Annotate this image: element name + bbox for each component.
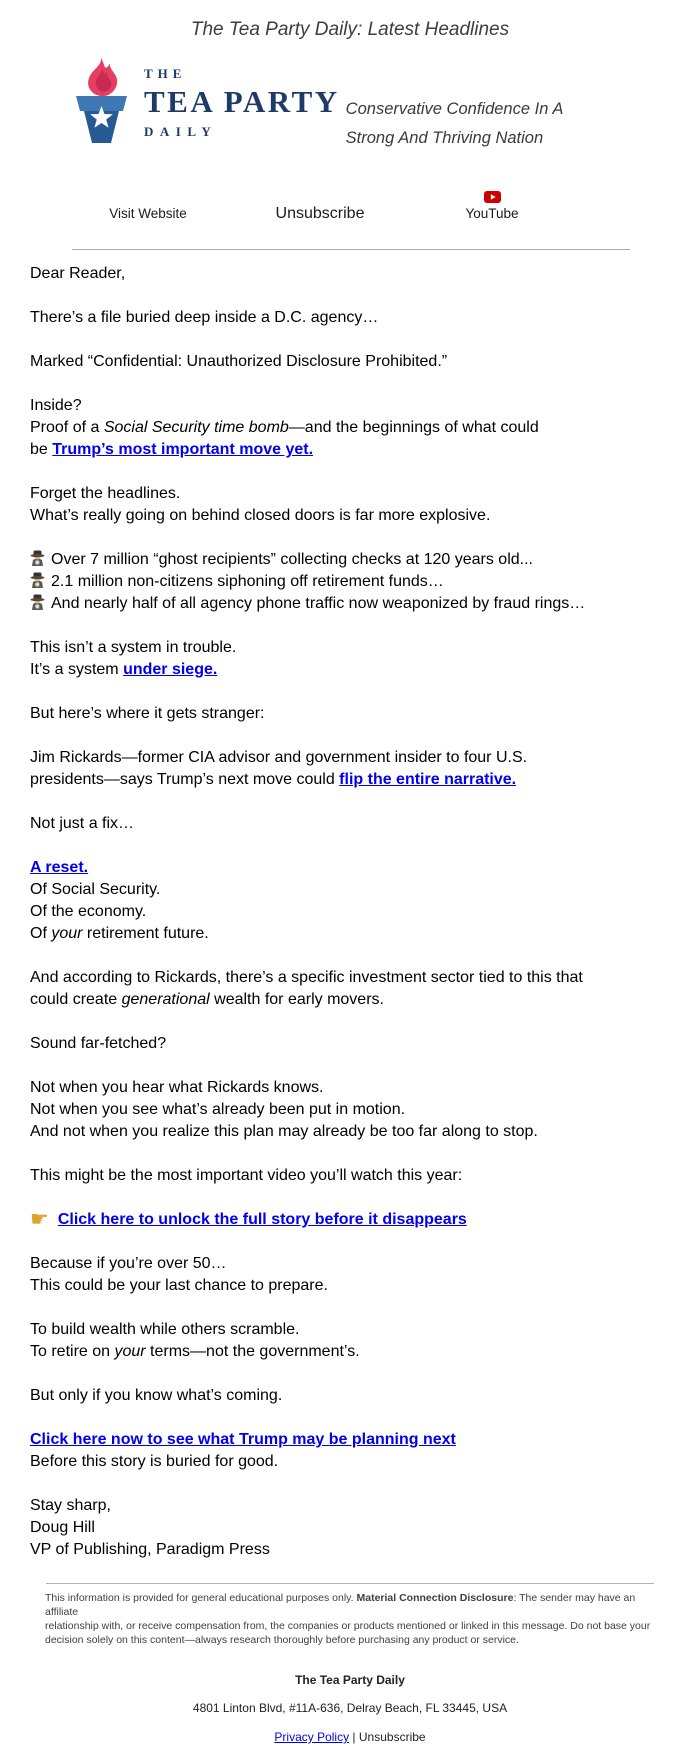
material-connection-disclosure: Material Connection Disclosure	[356, 1592, 514, 1604]
signature: Stay sharp, Doug Hill VP of Publishing, Paradigm Press	[30, 1497, 270, 1558]
paragraph-video: This might be the most important video you’ll watch this year:	[30, 1167, 463, 1184]
header-nav	[62, 190, 700, 223]
bullet-list	[30, 549, 630, 615]
logo-tea-party: TEA PARTY	[144, 84, 340, 119]
brand-tagline	[346, 95, 564, 156]
torch-logo-icon	[68, 55, 135, 156]
footer-links-separator: |	[349, 1730, 359, 1744]
paragraph-notwhen: Not when you hear what Rickards knows. Not when you see what’s already been put in motion. And not when you realize this plan may already be too far along to stop.	[30, 1079, 538, 1140]
detective-icon	[30, 594, 45, 610]
footer-links	[0, 1730, 700, 1744]
nav-unsubscribe[interactable]	[234, 205, 406, 223]
bullet-non-citizens: 2.1 million non-citizens siphoning off retirement funds…	[51, 573, 444, 590]
flip-narrative-link[interactable]: flip the entire narrative.	[339, 771, 517, 788]
footer-brand-name: The Tea Party Daily	[295, 1673, 405, 1687]
paragraph-stranger: But here’s where it gets stranger:	[30, 705, 265, 722]
paragraph-planning: Click here now to see what Trump may be planning next Before this story is buried for good.	[30, 1431, 456, 1470]
detective-icon	[30, 550, 45, 566]
email-body	[0, 250, 700, 1561]
paragraph-marked: Marked “Confidential: Unauthorized Disclosure Prohibited.”	[30, 353, 448, 370]
pointing-finger-icon: ☛	[30, 1208, 49, 1231]
paragraph-build: To build wealth while others scramble. To retire on your terms—not the government’s.	[30, 1321, 360, 1360]
nav-visit-website[interactable]	[62, 205, 234, 223]
paragraph-over50: Because if you’re over 50… This could be your last chance to prepare.	[30, 1255, 328, 1294]
visit-website-link[interactable]: Visit Website	[109, 206, 187, 221]
logo-wordmark	[144, 66, 340, 156]
bullet-ghost-recipients: Over 7 million “ghost recipients” collecting checks at 120 years old...	[51, 551, 533, 568]
paragraph-file: There’s a file buried deep inside a D.C. agency…	[30, 309, 379, 326]
paragraph-sector: And according to Rickards, there’s a specific investment sector tied to this that could create generational wealth for early movers.	[30, 969, 583, 1008]
paragraph-forget: Forget the headlines. What’s really going on behind closed doors is far more explosive.	[30, 485, 491, 524]
brand-header	[68, 55, 700, 156]
nav-youtube[interactable]	[406, 190, 578, 223]
paragraph-unlock	[30, 1209, 630, 1231]
trump-planning-link[interactable]: Click here now to see what Trump may be planning next	[30, 1431, 456, 1448]
signature-name: Doug Hill	[30, 1519, 95, 1536]
signature-title: VP of Publishing, Paradigm Press	[30, 1541, 270, 1558]
logo-daily: DAILY	[144, 124, 218, 139]
detective-icon	[30, 572, 45, 588]
logo-the: THE	[144, 66, 187, 81]
footer-disclaimer: This information is provided for general educational purposes only. Material Connection Disclosure: The sender may have an affiliate relationship with, or receive compensation from, the companies or products mentioned or linked in this message. Do not base your decision solely on this content—always research thoroughly before purchasing any product or service.	[45, 1592, 651, 1646]
paragraph-rickards: Jim Rickards—former CIA advisor and government insider to four U.S. presidents—says Trump’s next move could flip the entire narrative.	[30, 749, 528, 788]
footer-divider	[46, 1583, 654, 1584]
paragraph-inside: Inside? Proof of a Social Security time bomb—and the beginnings of what could be Trump’s most important move yet.	[30, 397, 539, 458]
unsubscribe-link[interactable]: Unsubscribe	[275, 205, 365, 222]
bullet-phone-traffic: And nearly half of all agency phone traffic now weaponized by fraud rings…	[51, 595, 586, 612]
footer-unsubscribe-link[interactable]: Unsubscribe	[358, 1730, 426, 1744]
paragraph-siege: This isn’t a system in trouble. It’s a system under siege.	[30, 639, 237, 678]
preheader-title: The Tea Party Daily: Latest Headlines	[190, 19, 510, 40]
under-siege-link[interactable]: under siege.	[123, 661, 218, 678]
paragraph-reset: A reset. Of Social Security. Of the economy. Of your retirement future.	[30, 859, 209, 942]
paragraph-farfetched: Sound far-fetched?	[30, 1035, 167, 1052]
paragraph-coming: But only if you know what’s coming.	[30, 1387, 283, 1404]
tagline-line-1: Conservative Confidence In A	[345, 100, 564, 118]
unlock-story-link[interactable]: Click here to unlock the full story before it disappears	[57, 1211, 467, 1228]
paragraph-fix: Not just a fix…	[30, 815, 135, 832]
greeting: Dear Reader,	[30, 265, 126, 282]
footer-address: 4801 Linton Blvd, #11A-636, Delray Beach, FL 33445, USA	[192, 1701, 508, 1715]
tagline-line-2: Strong And Thriving Nation	[345, 129, 544, 147]
youtube-link[interactable]: YouTube	[465, 206, 519, 221]
trump-move-link[interactable]: Trump’s most important move yet.	[52, 441, 314, 458]
a-reset-link[interactable]: A reset.	[30, 859, 89, 876]
privacy-policy-link[interactable]: Privacy Policy	[274, 1730, 350, 1744]
youtube-icon[interactable]	[484, 190, 501, 202]
